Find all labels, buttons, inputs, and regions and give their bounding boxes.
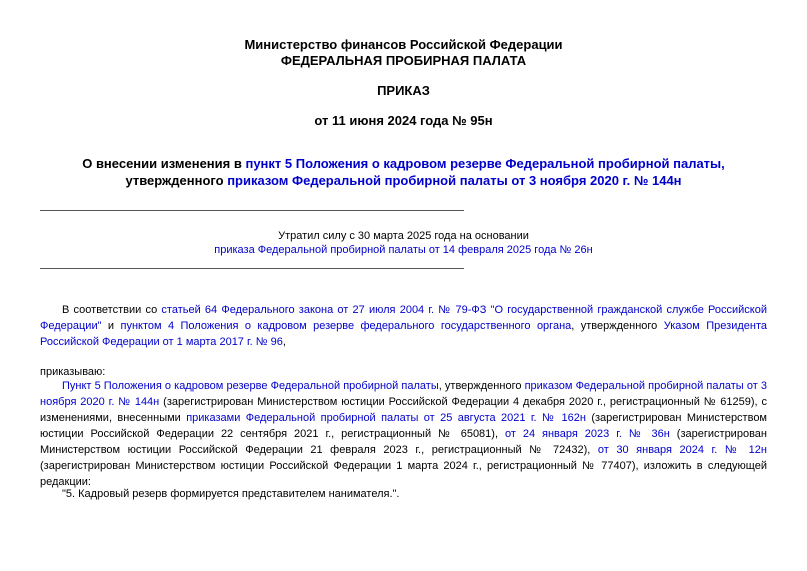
body-text: (зарегистрирован Министерством юстиции Российской Федерации 22 сентября 2021 г., регистрационный № 65081), <box>40 412 767 440</box>
order-word: приказываю: <box>40 366 106 378</box>
subject-link-clause[interactable]: пункт 5 Положения о кадровом резерве Федеральной пробирной палаты, <box>245 156 725 171</box>
subject-link-order[interactable]: приказом Федеральной пробирной палаты от 3 ноября 2020 г. № 144н <box>227 173 682 188</box>
document-type: ПРИКАЗ <box>377 83 430 98</box>
body-text: , <box>282 336 286 348</box>
status-note: Утратил силу с 30 марта 2025 года на основании <box>278 230 529 242</box>
body-text: , утвержденного <box>438 380 525 392</box>
order-36n-link[interactable]: от 24 января 2023 г. № 36н <box>504 428 670 440</box>
decree-link[interactable]: Указом Президента Российской Федерации от 1 марта 2017 г. № 96 <box>40 320 767 348</box>
document-subject <box>40 155 767 189</box>
order-12n-link[interactable]: от 30 января 2024 г. № 12н <box>597 444 767 456</box>
regulation-link[interactable]: пунктом 4 Положения о кадровом резерве федерального государственного органа <box>120 320 572 332</box>
divider-top <box>40 210 464 211</box>
body-text: и <box>101 320 121 332</box>
preamble-paragraph <box>40 302 767 350</box>
body-text: (зарегистрирован Министерством юстиции Российской Федерации 1 марта 2024 г., регистрационный № 77407), изложить в следующей редакции: <box>40 460 767 488</box>
document-date-number: от 11 июня 2024 года № 95н <box>314 113 493 128</box>
body-text: В соответствии со <box>62 304 162 316</box>
body-text: (зарегистрирован Министерством юстиции Российской Федерации 4 декабря 2020 г., регистрационный № 61259), с изменениями, внесенными <box>40 396 767 424</box>
agency-name: ФЕДЕРАЛЬНАЯ ПРОБИРНАЯ ПАЛАТА <box>280 53 527 68</box>
law-link[interactable]: статьей 64 Федерального закона от 27 июля 2004 г. № 79-ФЗ "О государственной гражданской службе Российской Федерации" <box>40 304 767 332</box>
clause-link[interactable]: Пункт 5 Положения о кадровом резерве Федеральной пробирной палаты <box>62 380 439 392</box>
body-text: , утвержденного <box>571 320 664 332</box>
status-note-link[interactable]: приказа Федеральной пробирной палаты от 14 февраля 2025 года № 26н <box>214 244 593 256</box>
divider-bottom <box>40 268 464 269</box>
order-162n-link[interactable]: приказами Федеральной пробирной палаты от 25 августа 2021 г. № 162н <box>186 412 586 424</box>
amendment-paragraph <box>40 378 767 490</box>
order-144n-link[interactable]: приказом Федеральной пробирной палаты от 3 ноября 2020 г. № 144н <box>40 380 767 408</box>
body-text: (зарегистрирован Министерством юстиции Российской Федерации 21 февраля 2023 г., регистрационный № 72432), <box>40 428 767 456</box>
subject-text: О внесении изменения в <box>82 156 246 171</box>
subject-text: утвержденного <box>125 173 228 188</box>
ministry-name: Министерство финансов Российской Федерации <box>244 37 563 52</box>
new-wording-quote: "5. Кадровый резерв формируется представителем нанимателя.". <box>62 488 400 500</box>
